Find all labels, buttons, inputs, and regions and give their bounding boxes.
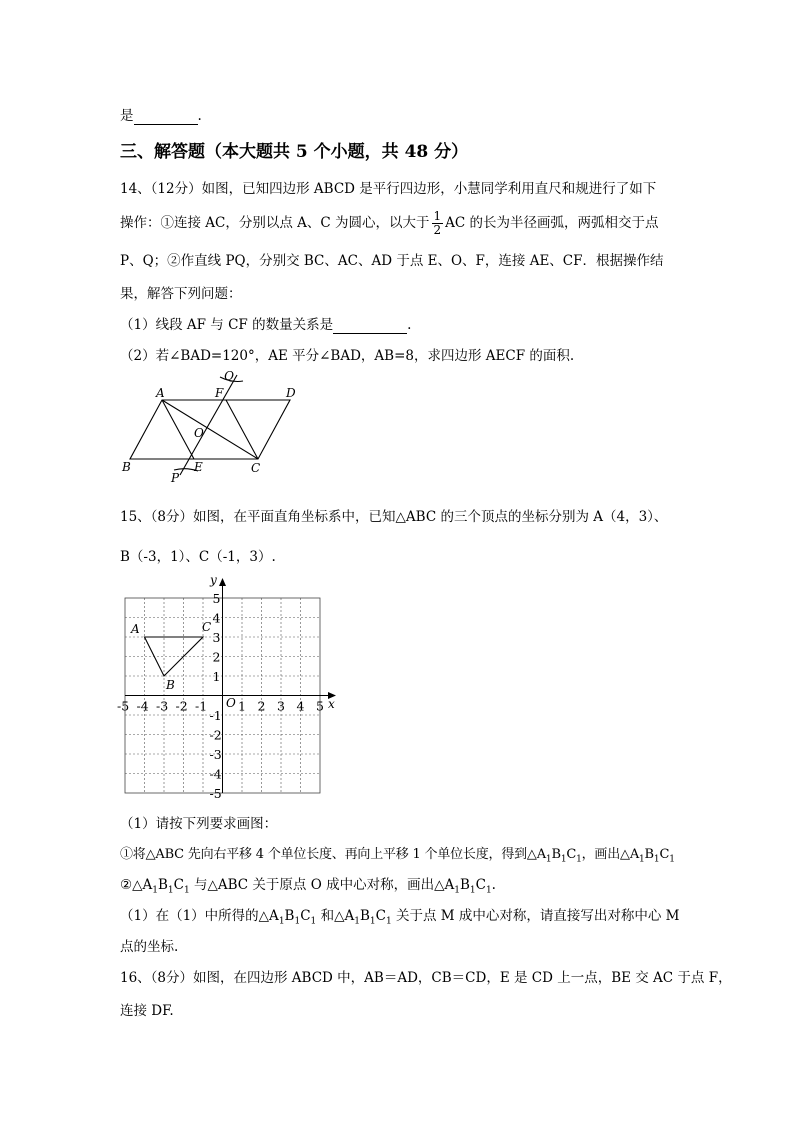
step1-text-e: B bbox=[644, 847, 654, 862]
step2-sub: 1 bbox=[167, 885, 174, 896]
x-tick-label: -4 bbox=[136, 698, 149, 714]
top-line-suffix: . bbox=[197, 108, 202, 124]
label-p: P bbox=[171, 471, 180, 485]
part2-text-d: 和△A bbox=[316, 908, 355, 924]
q15-instr: （1）请按下列要求画图： bbox=[120, 816, 278, 832]
step2-sub: 1 bbox=[454, 885, 460, 896]
q15-part2 bbox=[120, 904, 680, 927]
q14-line3: P、Q；②作直线 PQ，分别交 BC、AC、AD 于点 E、O、F，连接 AE、CF．根据操作结 bbox=[120, 253, 664, 269]
part2-text-b: B bbox=[284, 908, 295, 924]
part2-sub: 1 bbox=[278, 916, 285, 927]
x-tick-label: -5 bbox=[117, 698, 130, 714]
step2-sub: 1 bbox=[152, 885, 158, 896]
y-tick-label: 5 bbox=[212, 591, 221, 606]
grid-label-a: A bbox=[131, 622, 140, 636]
answer-blank bbox=[134, 108, 198, 125]
q15-line2: B（-3，1）、C（-1，3）. bbox=[120, 549, 276, 565]
part2-sub: 1 bbox=[354, 916, 360, 927]
y-axis-label: y bbox=[210, 573, 217, 587]
part2-text-a: （1）在（1）中所得的△A bbox=[120, 908, 279, 924]
q14-answer-blank bbox=[333, 317, 407, 334]
label-d: D bbox=[286, 386, 296, 400]
x-tick-label: -1 bbox=[195, 698, 208, 714]
y-tick-label: 3 bbox=[212, 630, 221, 645]
part2-text-c: C bbox=[300, 908, 311, 924]
step2-sub: 1 bbox=[485, 885, 492, 896]
origin-label: O bbox=[226, 696, 236, 710]
y-tick-label: 4 bbox=[212, 610, 221, 626]
step2-text-f: C bbox=[475, 877, 486, 893]
q14-line2 bbox=[120, 210, 659, 237]
q15-step2 bbox=[120, 873, 496, 896]
step1-sub: 1 bbox=[545, 854, 552, 865]
step1-sub: 1 bbox=[560, 854, 567, 865]
section-title: 三、解答题（本大题共 5 个小题，共 48 分） bbox=[120, 142, 469, 162]
segment-ae bbox=[162, 400, 194, 459]
x-tick-label: 1 bbox=[238, 698, 246, 714]
x-tick-label: 2 bbox=[257, 698, 266, 714]
part2-sub: 1 bbox=[385, 916, 392, 927]
q15-line1: 15、（8分）如图，在平面直角坐标系中，已知△ABC 的三个顶点的坐标分别为 A（4，3）、 bbox=[120, 509, 668, 525]
grid-label-b: B bbox=[166, 678, 175, 692]
q15-part2-line2: 点的坐标. bbox=[120, 939, 179, 955]
step2-text-c: C bbox=[173, 877, 184, 893]
line-pq bbox=[180, 375, 237, 475]
label-c: C bbox=[251, 461, 261, 475]
parallelogram-figure bbox=[110, 365, 310, 485]
q14-part1-text: （1）线段 AF 与 CF 的数量关系是 bbox=[120, 317, 334, 333]
top-line-prefix: 是 bbox=[120, 108, 134, 124]
step2-text-d: 与△ABC 关于原点 O 成中心对称，画出△A bbox=[189, 877, 455, 893]
y-tick-label: -5 bbox=[209, 786, 222, 801]
label-f: F bbox=[215, 386, 224, 400]
segment-cf bbox=[226, 400, 258, 459]
label-a: A bbox=[156, 386, 165, 400]
step1-text-a: ①将△ABC 先向右平移 4 个单位长度、再向上平移 1 个单位长度，得到△A bbox=[120, 847, 546, 862]
top-fill-line bbox=[120, 104, 202, 125]
step1-text-c: C bbox=[566, 847, 577, 862]
label-e: E bbox=[194, 460, 203, 474]
q14-line1: 14、（12分）如图，已知四边形 ABCD 是平行四边形，小慧同学利用直尺和规进行了如下 bbox=[120, 181, 657, 197]
grid-label-c: C bbox=[202, 620, 212, 634]
step2-text-a: ②△A bbox=[120, 877, 153, 893]
q14-part1-end: . bbox=[407, 317, 412, 333]
step2-text-b: B bbox=[157, 877, 168, 893]
x-axis-label: x bbox=[328, 697, 335, 711]
step1-sub: 1 bbox=[669, 854, 675, 865]
y-tick-label: -1 bbox=[209, 708, 222, 723]
x-tick-label: -3 bbox=[156, 698, 169, 714]
label-q: Q bbox=[224, 369, 234, 383]
y-tick-label: -4 bbox=[209, 766, 222, 782]
step1-text-f: C bbox=[659, 847, 670, 862]
q16-line2: 连接 DF. bbox=[120, 1003, 174, 1019]
step2-text-e: B bbox=[459, 877, 470, 893]
diagonal-ac bbox=[162, 400, 258, 459]
fraction-one-half bbox=[432, 210, 444, 237]
step2-text-g: . bbox=[491, 877, 496, 893]
part2-sub: 1 bbox=[310, 916, 317, 927]
y-tick-label: 1 bbox=[212, 669, 221, 684]
x-tick-label: 5 bbox=[316, 698, 324, 714]
y-tick-label: 2 bbox=[212, 649, 221, 665]
coordinate-grid-figure bbox=[110, 570, 350, 802]
q16-line1: 16、（8分）如图，在四边形 ABCD 中，AB＝AD，CB＝CD，E 是 CD 上一点，BE 交 AC 于点 F， bbox=[120, 970, 732, 986]
step1-text-b: B bbox=[551, 847, 561, 862]
fraction-denominator: 2 bbox=[433, 223, 442, 237]
q14-line4: 果，解答下列问题： bbox=[120, 286, 242, 302]
step2-sub: 1 bbox=[469, 885, 476, 896]
part2-text-e: B bbox=[359, 908, 370, 924]
x-tick-label: -2 bbox=[175, 698, 188, 714]
y-tick-label: -3 bbox=[209, 747, 222, 762]
y-axis-arrow bbox=[219, 578, 226, 586]
label-o: O bbox=[194, 426, 204, 440]
step1-sub: 1 bbox=[576, 854, 582, 865]
part2-text-g: 关于点 M 成中心对称，请直接写出对称中心 M bbox=[391, 908, 680, 924]
q14-line2-a: 操作：①连接 AC，分别以点 A、C 为圆心，以大于 bbox=[120, 215, 430, 231]
step1-sub: 1 bbox=[653, 854, 660, 865]
part2-text-f: C bbox=[375, 908, 386, 924]
step1-sub: 1 bbox=[639, 854, 645, 865]
q14-part2: （2）若∠BAD=120°，AE 平分∠BAD，AB=8，求四边形 AECF 的面积. bbox=[120, 348, 575, 364]
q14-line2-b: AC 的长为半径画弧，两弧相交于点 bbox=[445, 215, 659, 231]
y-tick-label: -2 bbox=[209, 727, 222, 743]
step1-text-d: ，画出△A bbox=[581, 847, 640, 862]
q14-part1 bbox=[120, 313, 411, 334]
step2-sub: 1 bbox=[183, 885, 190, 896]
label-b: B bbox=[122, 460, 131, 474]
part2-sub: 1 bbox=[369, 916, 376, 927]
x-tick-label: 3 bbox=[277, 698, 285, 714]
part2-sub: 1 bbox=[294, 916, 301, 927]
q15-step1 bbox=[120, 843, 675, 865]
fraction-numerator: 1 bbox=[433, 209, 442, 223]
x-tick-label: 4 bbox=[296, 698, 305, 714]
